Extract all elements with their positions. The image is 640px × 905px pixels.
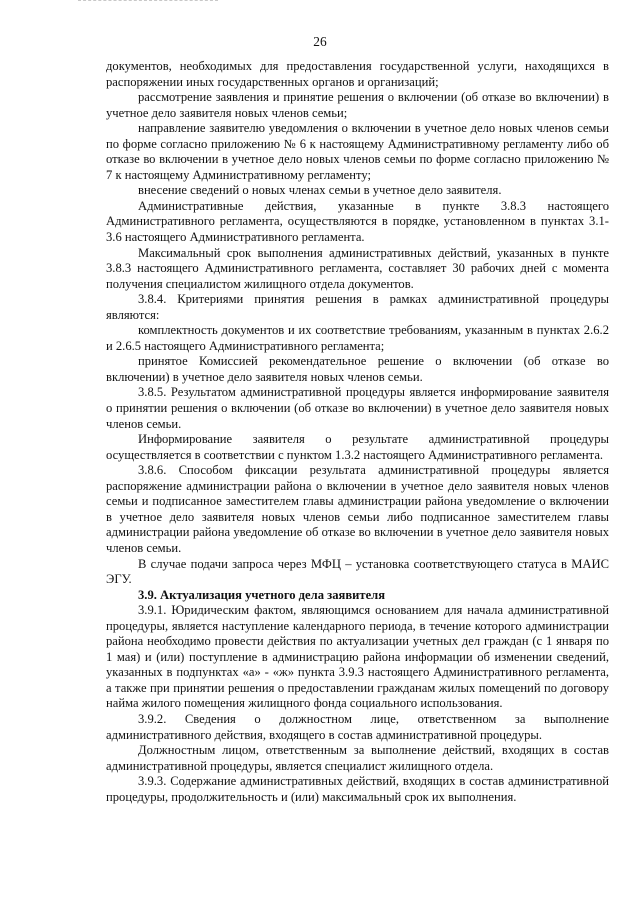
paragraph: 3.8.6. Способом фиксации результата административной процедуры является распоряжение администрации района о включении в учетное дело заявителя новых членов семьи и подписанное заместителем главы администрации района уведомление о включении в учетное дело заявителя новых членов семьи либо подписанное заместителем главы администрации района уведомление об отказе во включении в учетное дело заявителя новых членов семьи.	[106, 463, 609, 555]
paragraph: комплектность документов и их соответствие требованиям, указанным в пунктах 2.6.2 и 2.6.5 настоящего Административного регламента;	[106, 323, 609, 353]
paragraph: Информирование заявителя о результате административной процедуры осуществляется в соответствии с пунктом 1.3.2 настоящего Административного регламента.	[106, 432, 609, 462]
paragraph: внесение сведений о новых членах семьи в учетное дело заявителя.	[138, 183, 502, 198]
scan-artifact-line	[78, 0, 218, 3]
paragraph: Административные действия, указанные в пункте 3.8.3 настоящего Административного регламента, осуществляются в порядке, установленном в пунктах 3.1-3.6 настоящего Административного регламента.	[106, 198, 609, 245]
page-number: 26	[313, 34, 327, 49]
paragraph: 3.9.3. Содержание административных действий, входящих в состав административной процедуры, продолжительность и (или) максимальный срок их выполнения.	[106, 774, 609, 804]
paragraph: В случае подачи запроса через МФЦ – установка соответствующего статуса в МАИС ЭГУ.	[106, 556, 609, 587]
paragraph: направление заявителю уведомления о включении в учетное дело новых членов семьи по форме согласно приложению № 6 к настоящему Административному регламенту либо об отказе во включении в учетное дело новых членов семьи по форме согласно приложению № 7 к настоящему Административному регламенту;	[106, 121, 609, 182]
section-heading: 3.9. Актуализация учетного дела заявителя	[138, 587, 386, 602]
paragraph: 3.8.5. Результатом административной процедуры является информирование заявителя о принятии решения о включении (об отказе во включении) в учетное дело заявителя новых членов семьи.	[106, 385, 609, 431]
paragraph: принятое Комиссией рекомендательное решение о включении (об отказе во включении) в учетное дело заявителя новых членов семьи.	[106, 354, 609, 384]
paragraph: документов, необходимых для предоставления государственной услуги, находящихся в распоряжении иных государственных органов и организаций;	[106, 59, 609, 89]
paragraph: рассмотрение заявления и принятие решения о включении (об отказе во включении) в учетное дело заявителя новых членов семьи;	[106, 90, 609, 120]
body-text	[106, 59, 609, 805]
paragraph: 3.9.1. Юридическим фактом, являющимся основанием для начала административной процедуры, является наступление календарного периода, в течение которого администрации района необходимо провести действия по актуализации учетных дел граждан (с 1 января по 1 мая) и (или) поступление в администрацию района информации об изменении сведений, указанных в подпунктах «а» - «ж» пункта 3.9.3 настоящего Административного регламента, а также при принятии решения о предоставлении гражданам жилых помещений по договору найма жилого помещения жилищного фонда социального использования.	[106, 603, 609, 711]
paragraph: 3.8.4. Критериями принятия решения в рамках административной процедуры являются:	[106, 292, 609, 322]
paragraph: Должностным лицом, ответственным за выполнение действий, входящих в состав административной процедуры, является специалист жилищного отдела.	[106, 743, 609, 773]
paragraph: Максимальный срок выполнения административных действий, указанных в пункте 3.8.3 настоящего Административного регламента, составляет 30 рабочих дней с момента получения специалистом жилищного отдела документов.	[106, 245, 609, 291]
paragraph: 3.9.2. Сведения о должностном лице, ответственном за выполнение административного действия, входящего в состав административной процедуры.	[106, 711, 609, 742]
